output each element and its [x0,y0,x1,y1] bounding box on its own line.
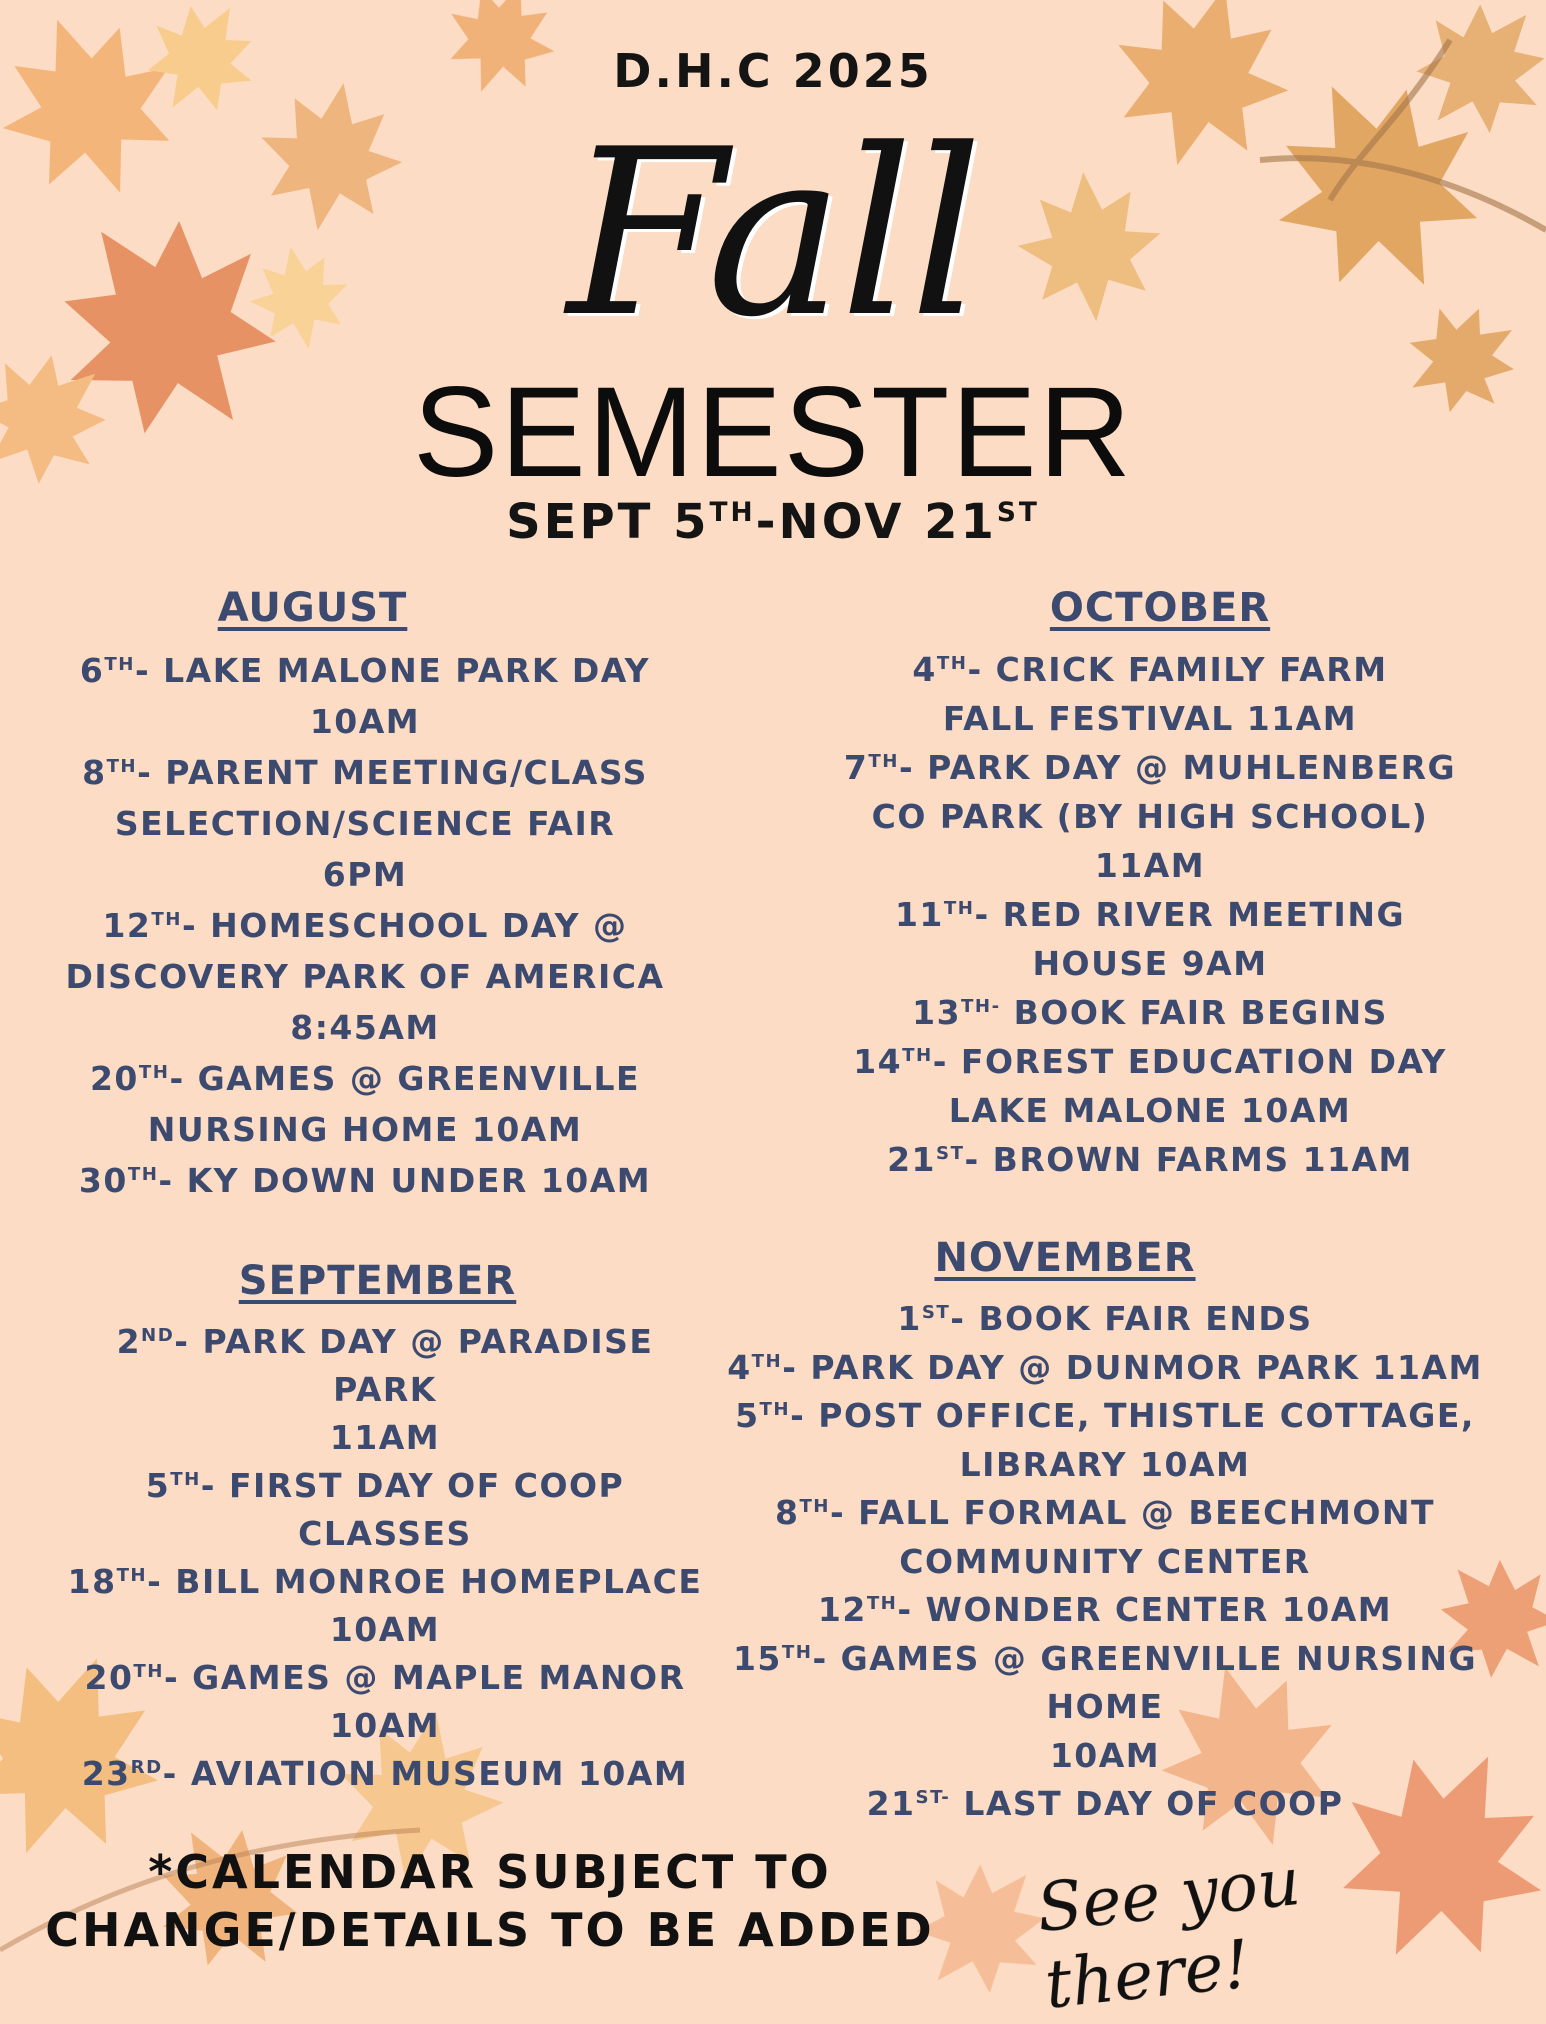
event-day-suffix: TH [943,898,975,919]
event-day-suffix: ST- [915,1787,951,1808]
event-text: 10AM [309,702,421,741]
event-text: NURSING HOME 10AM [147,1110,583,1149]
august-section [40,585,690,1206]
event-text: - FALL FORMAL @ BEECHMONT [830,1493,1436,1532]
event-day: 21 [866,1784,916,1823]
event-day-suffix: TH [133,1661,164,1682]
event-line [60,1750,710,1798]
event-day: 6 [79,651,105,690]
event-line [40,1002,690,1053]
event-text: SELECTION/SCIENCE FAIR [114,804,616,843]
event-day-suffix: TH [127,1164,159,1185]
event-text: 10AM [329,1610,441,1649]
note-line: *CALENDAR SUBJECT TO [148,1845,832,1899]
event-line [690,1295,1520,1344]
event-day-suffix: TH [868,751,899,772]
event-day-suffix: TH [751,1350,783,1372]
event-line [40,1104,690,1155]
event-line [690,1344,1520,1393]
event-day-suffix: TH [106,756,138,777]
event-day-suffix: TH [138,1062,170,1083]
event-list [800,645,1500,1184]
event-text: - FOREST EDUCATION DAY [932,1042,1447,1081]
event-text: - BROWN FARMS 11AM [964,1140,1413,1179]
event-text: - BILL MONROE HOMEPLACE [147,1562,703,1601]
event-line [800,1135,1500,1184]
event-line [40,696,690,747]
event-day: 23 [81,1754,131,1793]
event-day: 11 [894,895,944,934]
signoff-script: See you there! [1033,1842,1304,2024]
event-text: 6PM [322,855,408,894]
month-heading: AUGUST [217,585,408,631]
event-day-suffix: RD [130,1757,163,1778]
event-line [40,798,690,849]
event-text: - POST OFFICE, THISTLE COTTAGE, [790,1396,1475,1435]
event-text: 10AM [1049,1735,1161,1775]
event-day-suffix: ST [921,1302,951,1323]
event-line [690,1780,1520,1829]
event-day: 21 [887,1140,937,1179]
september-section [60,1258,710,1798]
event-day-suffix: TH [902,1045,933,1066]
event-text: BOOK FAIR BEGINS [1000,993,1388,1032]
event-line [690,1538,1520,1587]
event-day: 14 [853,1042,903,1081]
event-text: HOUSE 9AM [1032,944,1268,983]
event-line [800,743,1500,792]
month-heading: NOVEMBER [934,1235,1196,1281]
event-line [40,645,690,696]
end-date-suffix: ST [996,497,1040,528]
event-text: 11AM [1094,846,1206,885]
event-line [690,1635,1520,1732]
event-day: 5 [735,1396,760,1435]
event-line [60,1558,710,1606]
event-line [690,1392,1520,1441]
event-day: 7 [843,748,869,787]
event-text: - BOOK FAIR ENDS [950,1299,1313,1338]
event-day-suffix: TH [799,1496,830,1517]
month-heading: SEPTEMBER [238,1258,517,1304]
semester-title: SEMESTER [412,361,1134,504]
event-day: 1 [897,1299,922,1338]
event-text: - PARENT MEETING/CLASS [137,753,648,792]
event-day-suffix: ST [936,1143,965,1164]
event-line [60,1654,710,1702]
november-section [690,1235,1520,1829]
date-separator: - [755,494,779,550]
event-day: 4 [727,1347,752,1387]
event-line [690,1732,1520,1781]
event-line [800,694,1500,743]
event-text: - PARK DAY @ DUNMOR PARK 11AM [782,1347,1483,1387]
month-heading: OCTOBER [1049,585,1271,631]
event-line [40,849,690,900]
event-line [800,939,1500,988]
event-text: COMMUNITY CENTER [899,1541,1311,1581]
event-day: 30 [78,1161,128,1200]
event-line [800,1086,1500,1135]
event-line [800,645,1500,694]
event-text: - WONDER CENTER 10AM [897,1590,1393,1629]
event-line [800,841,1500,890]
event-day: 18 [67,1562,117,1601]
event-day-suffix: TH [759,1399,791,1420]
event-line [800,988,1500,1037]
event-day: 15 [732,1638,782,1678]
event-day-suffix: TH- [961,996,1001,1017]
event-text: LIBRARY 10AM [959,1444,1251,1484]
event-line [60,1702,710,1750]
start-date: SEPT 5 [506,494,710,550]
event-list [60,1318,710,1798]
event-day-suffix: TH [936,653,968,674]
event-list [690,1295,1520,1829]
event-line [60,1318,710,1414]
event-day-suffix: TH [104,654,135,675]
event-text: CO PARK (BY HIGH SCHOOL) [871,797,1429,836]
event-text: - KY DOWN UNDER 10AM [158,1161,652,1200]
event-day: 2 [116,1322,142,1361]
event-line [800,890,1500,939]
event-list [40,645,690,1206]
event-text: - GAMES @ MAPLE MANOR [163,1658,686,1697]
event-text: - PARK DAY @ PARADISE PARK [174,1322,654,1409]
organization-year: D.H.C 2025 [613,44,933,98]
event-day: 4 [912,650,937,689]
event-day-suffix: TH [866,1593,898,1614]
event-text: FALL FESTIVAL 11AM [942,699,1358,738]
event-line [60,1606,710,1654]
event-text: 10AM [329,1706,441,1745]
event-day-suffix: TH [116,1565,148,1586]
event-day: 20 [84,1658,134,1697]
event-line [60,1462,710,1558]
event-line [40,900,690,951]
event-line [690,1586,1520,1635]
event-day: 5 [145,1466,171,1505]
event-text: 8:45AM [290,1008,440,1047]
october-section [800,585,1500,1184]
event-text: DISCOVERY PARK OF AMERICA [65,957,665,996]
event-line [800,792,1500,841]
event-line [60,1414,710,1462]
event-text: - GAMES @ GREENVILLE NURSING HOME [812,1638,1478,1726]
start-date-suffix: TH [709,497,756,528]
event-day: 8 [82,753,107,792]
event-line [40,951,690,1002]
event-day-suffix: TH [781,1641,813,1663]
event-day: 12 [817,1590,867,1629]
event-line [40,747,690,798]
event-text: - HOMESCHOOL DAY @ [181,906,628,945]
event-line [40,1155,690,1206]
event-day: 12 [102,906,152,945]
event-day-suffix: TH [151,909,182,930]
event-day: 8 [774,1493,800,1532]
event-text: - PARK DAY @ MUHLENBERG [898,748,1457,787]
calendar-note [40,1843,940,1959]
event-text: - RED RIVER MEETING [974,895,1406,934]
event-day: 13 [912,993,962,1032]
event-text: 11AM [329,1418,441,1457]
event-text: - GAMES @ GREENVILLE [169,1059,641,1098]
event-line [690,1489,1520,1538]
semester-dates [0,494,1546,550]
note-line: CHANGE/DETAILS TO BE ADDED [45,1903,935,1957]
event-day-suffix: ND [141,1325,175,1346]
event-text: LAKE MALONE 10AM [948,1091,1352,1130]
event-day-suffix: TH [170,1469,201,1490]
event-text: - FIRST DAY OF COOP CLASSES [200,1466,625,1553]
event-line [800,1037,1500,1086]
event-line [40,1053,690,1104]
end-date: NOV 21 [778,494,997,550]
event-text: - CRICK FAMILY FARM [967,650,1388,689]
event-line [690,1441,1520,1490]
event-text: - AVIATION MUSEUM 10AM [162,1754,689,1793]
event-text: LAST DAY OF COOP [950,1784,1344,1823]
event-text: - LAKE MALONE PARK DAY [134,651,651,690]
event-day: 20 [89,1059,139,1098]
fall-script-title: Fall [566,101,980,368]
